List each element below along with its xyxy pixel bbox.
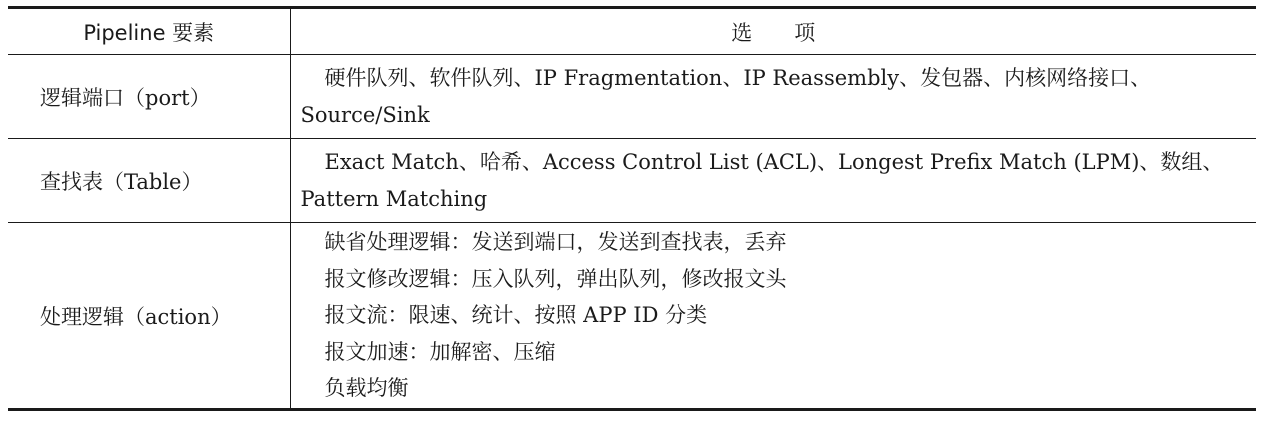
- action-option-default: 缺省处理逻辑：发送到端口，发送到查找表，丢弃: [324, 230, 787, 255]
- header-pipeline-element: Pipeline 要素: [8, 8, 290, 55]
- element-cell-table: 查找表（Table）: [8, 139, 290, 223]
- table-header: [8, 8, 1256, 55]
- options-cell-port: [290, 55, 1256, 139]
- header-row: [8, 8, 1256, 55]
- options-text-table-line1: Exact Match、哈希、Access Control List (ACL)、Longest Prefix Match (LPM)、数组、: [324, 149, 1224, 174]
- options-cell-action: [290, 223, 1256, 410]
- action-option-accel: 报文加速：加解密、压缩: [324, 339, 556, 364]
- pipeline-elements-table: [8, 6, 1256, 411]
- table-row-port: [8, 55, 1256, 139]
- element-cell-port: 逻辑端口（port）: [8, 55, 290, 139]
- action-option-loadbalance: 负载均衡: [324, 376, 409, 401]
- action-option-modify: 报文修改逻辑：压入队列，弹出队列，修改报文头: [324, 266, 787, 291]
- options-text-port-line2: Source/Sink: [300, 102, 430, 127]
- pipeline-elements-table-wrapper: [8, 6, 1256, 411]
- options-text-port-line1: 硬件队列、软件队列、IP Fragmentation、IP Reassembly、发包器、内核网络接口、: [324, 65, 1152, 90]
- action-option-flow: 报文流：限速、统计、按照 APP ID 分类: [324, 303, 708, 328]
- element-cell-action: 处理逻辑（action）: [8, 223, 290, 410]
- options-cell-table: [290, 139, 1256, 223]
- table-row-action: [8, 223, 1256, 410]
- table-row-table: [8, 139, 1256, 223]
- options-text-table-line2: Pattern Matching: [300, 186, 488, 211]
- header-options: 选 项: [290, 8, 1256, 55]
- table-body: [8, 55, 1256, 410]
